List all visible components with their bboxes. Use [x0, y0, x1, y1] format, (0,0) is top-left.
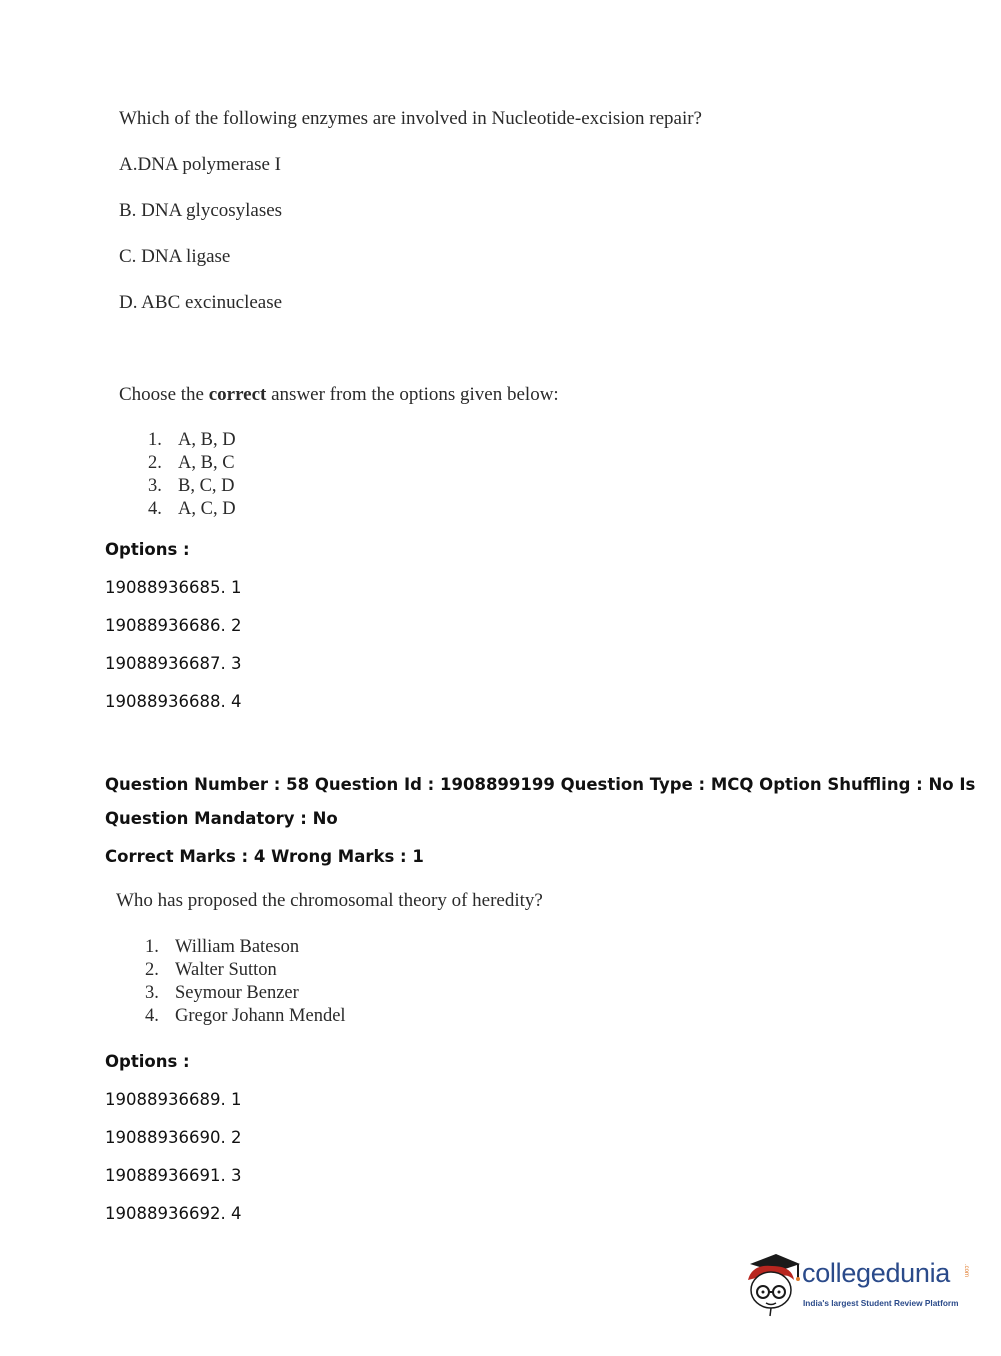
list-item: 2. Walter Sutton	[145, 960, 277, 980]
options-label-58: Options :	[105, 1052, 190, 1071]
option-id-4: 19088936688. 4	[105, 692, 242, 711]
option-id-7: 19088936691. 3	[105, 1166, 242, 1185]
option-id-2: 19088936686. 2	[105, 616, 242, 635]
list-item: 4. A, C, D	[148, 499, 236, 519]
statement-d: D. ABC excinuclease	[119, 292, 283, 313]
logo-suffix: .com	[963, 1264, 969, 1278]
list-item: 4. Gregor Johann Mendel	[145, 1006, 346, 1026]
marks-line: Correct Marks : 4 Wrong Marks : 1	[105, 847, 424, 866]
logo-wordmark: collegedunia	[802, 1258, 951, 1288]
mascot-icon	[742, 1250, 802, 1320]
question-57-text: Which of the following enzymes are involved in Nucleotide-excision repair?	[119, 108, 702, 129]
list-item: 3. B, C, D	[148, 476, 235, 496]
options-label-57: Options :	[105, 540, 190, 559]
list-item: 1. William Bateson	[145, 937, 300, 957]
answer-list-58	[145, 936, 346, 1028]
collegedunia-logo[interactable]	[742, 1250, 972, 1320]
option-id-5: 19088936689. 1	[105, 1090, 242, 1109]
statement-c: C. DNA ligase	[119, 246, 231, 267]
statement-a: A.DNA polymerase I	[119, 154, 281, 175]
statement-b: B. DNA glycosylases	[119, 200, 283, 221]
choose-instruction: Choose the correct answer from the options given below:	[119, 384, 559, 405]
list-item: 3. Seymour Benzer	[145, 983, 299, 1003]
option-id-3: 19088936687. 3	[105, 654, 242, 673]
logo-tagline: India's largest Student Review Platform	[803, 1298, 959, 1308]
answer-list-57	[148, 429, 236, 521]
question-58-meta: Question Number : 58 Question Id : 1908899199 Question Type : MCQ Option Shuffling : No Is	[105, 775, 976, 794]
list-item: 2. A, B, C	[148, 453, 235, 473]
list-item: 1. A, B, D	[148, 430, 236, 450]
option-id-6: 19088936690. 2	[105, 1128, 242, 1147]
option-id-1: 19088936685. 1	[105, 578, 242, 597]
option-id-8: 19088936692. 4	[105, 1204, 242, 1223]
question-58-text: Who has proposed the chromosomal theory of heredity?	[116, 890, 543, 911]
question-mandatory: Question Mandatory : No	[105, 809, 338, 828]
